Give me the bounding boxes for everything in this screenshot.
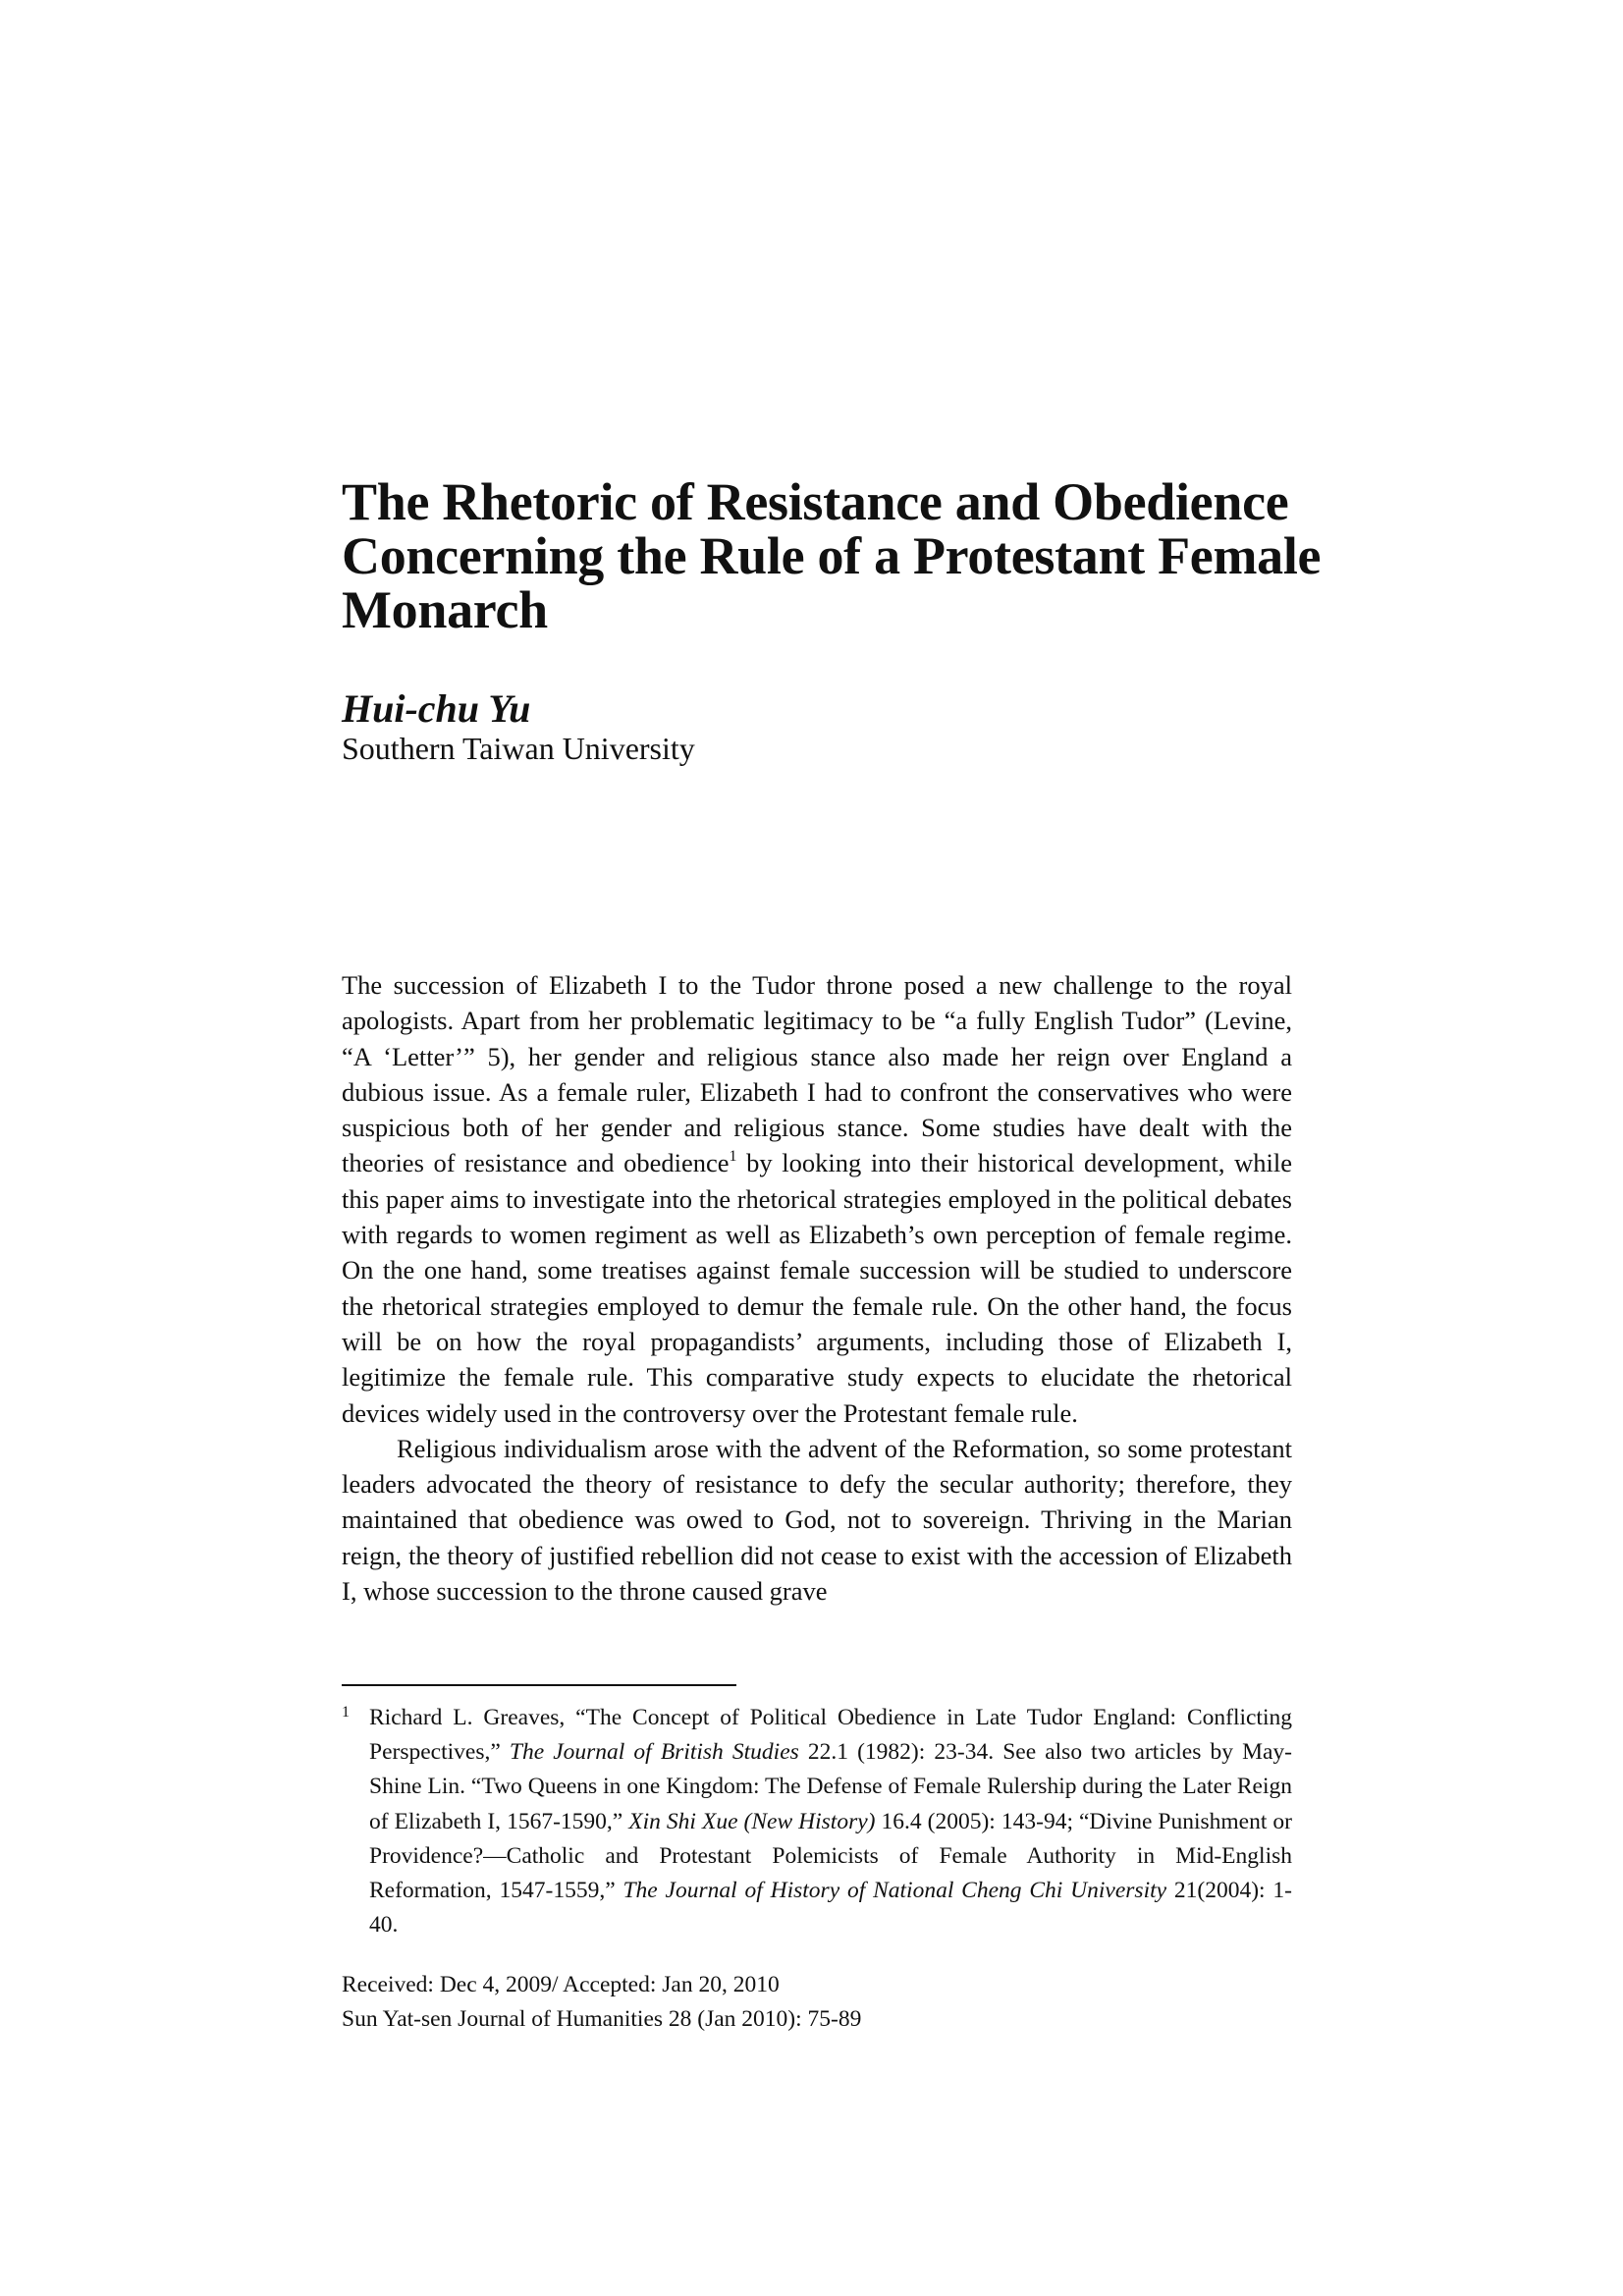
footnote-1 [342,1701,1292,1942]
body-paragraph-2: Religious individualism arose with the advent of the Reformation, so some protestant leaders advocated the theory of resistance to defy the secular authority; therefore, they maintained that obedience was owed to God, not to sovereign. Thriving in the Marian reign, the theory of justified rebellion did not cease to exist with the accession of Elizabeth I, whose succession to the throne caused grave [342,1433,1292,1607]
footnote-number: 1 [342,1704,350,1721]
abstract-body [342,967,1292,1609]
body-paragraph-1 [342,967,1292,1431]
received-accepted-dates: Received: Dec 4, 2009/ Accepted: Jan 20, 2010 [342,1972,780,1997]
footnote-text [369,1701,1292,1942]
paragraph-1-text-b: by looking into their historical development, while this paper aims to investigate into the rhetorical strategies employed in the political debates with regards to women regiment as well as Elizabeth’s own perception of female regime. On the one hand, some treatises against female succession will be studied to underscore the rhetorical strategies employed to demur the female rule. On the other hand, the focus will be on how the royal propagandists’ arguments, including those of Elizabeth I, legitimize the female rule. This comparative study expects to elucidate the rhetorical devices widely used in the controversy over the Protestant female rule. [342,1148,1293,1428]
publication-info [342,1968,861,2037]
footnote-reference-1[interactable]: 1 [729,1148,737,1166]
paper-title [342,472,1322,639]
footnote-text-part-4: 21(2004): 1-40. [369,1878,1292,1939]
paragraph-1-text-a: The succession of Elizabeth I to the Tudor throne posed a new challenge to the royal apologists. Apart from her problematic legitimacy to be “a fully English Tudor” (Levine, “A ‘Letter’” 5), her gender and religious stance also made her reign over England a dubious issue. As a female ruler, Elizabeth I had to confront the conservatives who were suspicious both of her gender and religious stance. Some studies have dealt with the theories of resistance and obedience [342,970,1292,1178]
title-line-1: The Rhetoric of Resistance and Obedience [342,472,1289,531]
paper-page [342,0,1322,2296]
title-line-3: Monarch [342,580,548,639]
author-affiliation: Southern Taiwan University [342,731,695,766]
footnote-journal-1: The Journal of British Studies [509,1739,799,1766]
author-name: Hui-chu Yu [342,686,531,731]
footnote-separator [342,1684,736,1686]
footnote-text-part-1: Richard L. Greaves, “The Concept of Political Obedience in Late Tudor England: Conflicting Perspectives,” [369,1705,1292,1766]
author-block [342,687,695,766]
footnote-text-part-2: 22.1 (1982): 23-34. See also two articles by May-Shine Lin. “Two Queens in one Kingdom: The Defense of Female Rulership during the Later Reign of Elizabeth I, 1567-1590,” [369,1739,1292,1834]
title-line-2: Concerning the Rule of a Protestant Female [342,526,1322,585]
footnote-text-part-3: 16.4 (2005): 143-94; “Divine Punishment or Providence?—Catholic and Protestant Polemicists of Female Authority in Mid-English Reformation, 1547-1559,” [369,1808,1292,1904]
footnote-journal-2: Xin Shi Xue (New History) [628,1808,876,1834]
footnote-journal-3: The Journal of History of National Cheng Chi University [622,1878,1167,1904]
journal-citation: Sun Yat-sen Journal of Humanities 28 (Jan 2010): 75-89 [342,2006,862,2032]
